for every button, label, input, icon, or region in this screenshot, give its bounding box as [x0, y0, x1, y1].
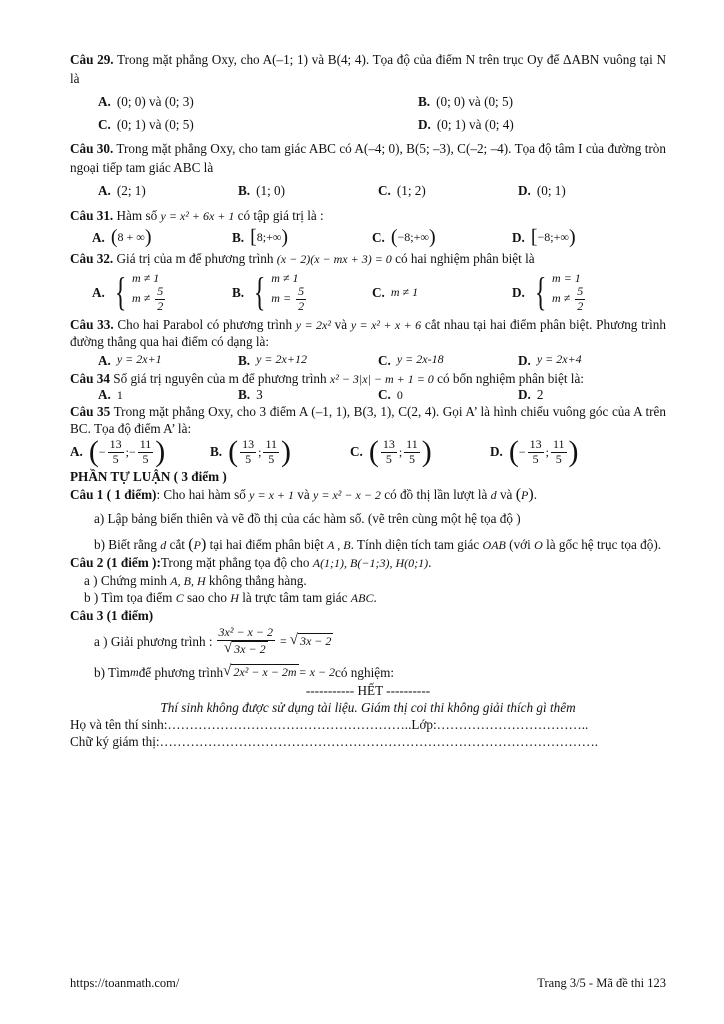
- essay-q2: Câu 2 (1 điểm ):Trong mặt phẳng tọa độ cho A(1;1), B(−1;3), H(0;1).: [70, 555, 432, 571]
- q34-option-d: D. 2: [518, 387, 544, 403]
- question-34: Câu 34 Số giá trị nguyên của m để phương trình x² − 3|x| − m + 1 = 0 có bốn nghiệm phân biệt là:: [70, 370, 584, 386]
- end-mark: ----------- HẾT ----------: [305, 682, 431, 698]
- essay-q2-b: b ) Tìm tọa điểm C sao cho H là trực tâm tam giác ABC.: [84, 590, 377, 606]
- q35-option-d: D. ( − $\frac{13}{5}$ ; $\frac{11}{5}$ ): [490, 435, 579, 469]
- essay-q1: Câu 1 ( 1 điểm): Cho hai hàm số y = x + 1 và y = x² − x − 2 có đồ thị lần lượt là d và (P).: [70, 485, 537, 503]
- q33-option-a: A. y = 2x+1: [98, 352, 162, 368]
- q35-options: [70, 437, 666, 467]
- q35-option-b: B. ( $\frac{13}{5}$ ; $\frac{11}{5}$ ): [210, 435, 291, 469]
- q35-option-c: C. ( $\frac{13}{5}$ ; $\frac{11}{5}$ ): [350, 435, 432, 469]
- q29-option-d: D. (0; 1) và (0; 4): [418, 117, 514, 133]
- essay-q3-b: b) Tìm m để phương trình √ 2x² − x − 2m = x − 2 có nghiệm:: [94, 663, 395, 680]
- question-33: Câu 33. Cho hai Parabol có phương trình y = 2x² và y = x² + x + 6 cắt nhau tại hai điểm phân biệt. Phương trình đường thẳng qua hai điểm có dạng là:: [70, 316, 666, 350]
- q33-options: [70, 351, 666, 370]
- q32-options: [70, 271, 666, 314]
- q34-option-c: C. 0: [378, 387, 403, 403]
- q31-option-d: D. [ −8;+∞ ): [512, 226, 576, 249]
- q30-option-d: D. (0; 1): [518, 182, 566, 198]
- footer-page: Trang 3/5 - Mã đề thi 123: [537, 976, 666, 990]
- page-footer: [70, 974, 666, 992]
- q32-option-b: B. { m ≠ 1 m = $\frac{5}{2}$: [232, 269, 305, 315]
- essay-q1-b: b) Biết rằng d cắt (P) tại hai điểm phân biệt A , B. Tính diện tích tam giác OAB (với O là gốc hệ trục tọa độ).: [94, 535, 662, 553]
- question-35: Câu 35 Trong mặt phẳng Oxy, cho 3 điểm A (–1, 1), B(3, 1), C(2, 4). Gọi A’ là hình chiếu vuông góc của A trên BC. Tọa độ điểm A’ là:: [70, 404, 666, 437]
- q29-option-a: A. (0; 0) và (0; 3): [98, 94, 194, 110]
- q31-option-b: B. [ 8;+∞ ): [232, 226, 289, 249]
- q31-options: [70, 227, 666, 247]
- question-32: Câu 32. Giá trị của m để phương trình (x − 2)(x − mx + 3) = 0 có hai nghiệm phân biệt là: [70, 251, 535, 267]
- q33-option-c: C. y = 2x-18: [378, 352, 444, 368]
- q32-option-d: D. { m = 1 m ≠ $\frac{5}{2}$: [512, 269, 584, 315]
- q34-option-a: A. 1: [98, 387, 123, 403]
- question-31: Câu 31. Hàm số y = x² + 6x + 1 có tập giá trị là :: [70, 207, 324, 223]
- q29-option-c: C. (0; 1) và (0; 5): [98, 117, 194, 133]
- q30-option-b: B. (1; 0): [238, 182, 286, 198]
- footer-url: https://toanmath.com/: [70, 976, 180, 990]
- candidate-name-line: Họ và tên thí sinh:………………………………………………..Lớp:……………………………..: [70, 717, 589, 733]
- q35-option-a: A. ( − $\frac{13}{5}$ ; − $\frac{11}{5}$ ): [70, 435, 166, 469]
- exam-content: [70, 50, 666, 751]
- q33-option-d: D. y = 2x+4: [518, 352, 582, 368]
- q29-option-b: B. (0; 0) và (0; 5): [418, 94, 513, 110]
- q34-options: [70, 387, 666, 403]
- q34-option-b: B. 3: [238, 387, 263, 403]
- exam-note: Thí sinh không được sử dụng tài liệu. Giám thị coi thi không giải thích gì thêm: [160, 700, 576, 716]
- essay-q3: Câu 3 (1 điểm): [70, 607, 154, 623]
- essay-title: PHẦN TỰ LUẬN ( 3 điểm ): [70, 469, 227, 485]
- q33-option-b: B. y = 2x+12: [238, 352, 307, 368]
- essay-q1-a: a) Lập bảng biến thiên và vẽ đồ thị của các hàm số. (vẽ trên cùng một hệ tọa độ ): [94, 511, 521, 527]
- essay-q2-a: a ) Chứng minh A, B, H không thẳng hàng.: [84, 572, 307, 588]
- q29-options: [70, 92, 666, 111]
- q32-option-c: C. m ≠ 1: [372, 284, 419, 300]
- q30-options: [70, 181, 666, 200]
- q30-option-a: A. (2; 1): [98, 182, 146, 198]
- question-30: Câu 30. Trong mặt phẳng Oxy, cho tam giác ABC có A(–4; 0), B(5; –3), C(–2; –4). Tọa độ tâm I của đường tròn ngoại tiếp tam giác ABC là: [70, 140, 666, 175]
- q31-option-a: A. ( 8 + ∞ ): [92, 226, 152, 249]
- q32-option-a: A. { m ≠ 1 m ≠ $\frac{5}{2}$: [92, 269, 164, 315]
- q29-options-2: [70, 115, 666, 134]
- question-29: Câu 29. Trong mặt phẳng Oxy, cho A(–1; 1) và B(4; 4). Tọa độ của điểm N trên trục Oy để ΔABN vuông tại N là: [70, 52, 666, 87]
- q31-option-c: C. ( −8;+∞ ): [372, 226, 436, 249]
- q30-option-c: C. (1; 2): [378, 182, 426, 198]
- proctor-sign-line: Chữ ký giám thị:……………………………………………………………………………………….: [70, 734, 599, 750]
- essay-q3-a: a ) Giải phương trình : 3x² − x − 2 √ 3x − 2 = √ 3x − 2: [94, 624, 332, 656]
